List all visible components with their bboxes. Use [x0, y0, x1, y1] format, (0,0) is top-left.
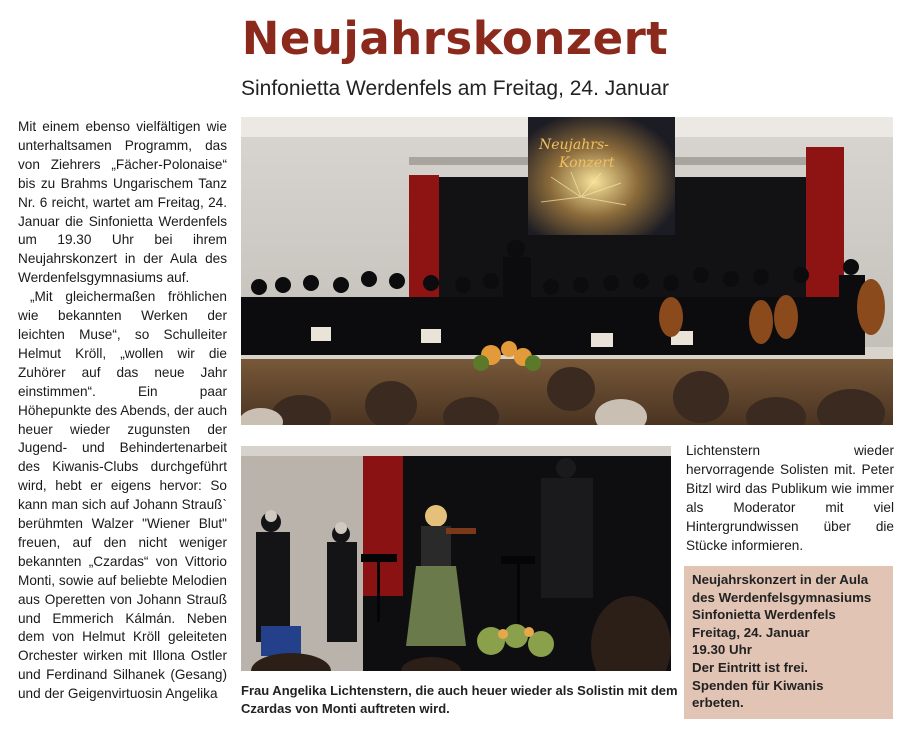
subheadline: Sinfonietta Werdenfels am Freitag, 24. Januar	[240, 77, 669, 100]
banner-line-2: Konzert	[559, 155, 615, 171]
paragraph-1: Mit einem ebenso vielfältigen wie unterhaltsamen Programm, das von Ziehrers „Fächer-Polonaise“ bis zu Brahms Ungarischem Tanz Nr. 6 reicht, wartet am Freitag, 24. Januar die Sinfonietta Werdenfels um 19.30 Uhr bei ihrem Neujahrskonzert in der Aula des Werdenfelsgymnasiums auf.	[18, 119, 227, 286]
event-info-box	[684, 566, 893, 719]
info-line: Freitag, 24. Januar	[692, 624, 810, 640]
info-line: Der Eintritt ist frei.	[692, 659, 808, 675]
photo-caption: Frau Angelika Lichtenstern, die auch heuer wieder als Solistin mit dem Czardas von Monti auftreten wird.	[241, 683, 678, 716]
headline: Neujahrskonzert	[241, 12, 669, 65]
paragraph-2: „Mit gleichermaßen fröhlichen wie bekannten Werken der leichten Muse“, so Schulleiter Helmut Kröll, „wollen wir die Zuhörer auf das neue Jahr einstimmen“. Ein paar Höhepunkte des Abends, der auch heuer wieder zugunsten der Jugend- und Behindertenarbeit des Kiwanis-Clubs durchgeführt wird, hebt er eigens hervor: So kann man sich auf Johann Strauß` berühmten Walzer "Wiener Blut" freuen, auf den nicht weniger bekannten „Czardas“ von Vittorio Monti, sowie auf beliebte Melodien aus Operetten von Johann Strauß und Emmerich Kálmán. Neben dem von Helmut Kröll geleiteten Orchester wirken mit Illona Ostler und Ferdinand Silhanek (Gesang) und der Geigenvirtuosin Angelika	[18, 289, 227, 702]
soloist-photo	[241, 446, 671, 671]
banner-line-1: Neujahrs-	[539, 137, 609, 153]
info-line: Spenden für Kiwanis	[692, 677, 824, 693]
info-line: Sinfonietta Werdenfels	[692, 607, 836, 623]
info-line: erbeten.	[692, 695, 744, 711]
info-line: Neujahrskonzert in der Aula	[692, 572, 869, 587]
info-line: des Werdenfelsgymnasiums	[692, 589, 872, 605]
info-line: 19.30 Uhr	[692, 642, 752, 658]
orchestra-stage-photo	[241, 117, 893, 425]
article-column-left	[18, 118, 227, 704]
paragraph-3: Lichtenstern wieder hervorragende Solisten mit. Peter Bitzl wird das Publikum wie immer als Moderator mit viel Hintergrundwissen über die Stücke informieren.	[686, 443, 894, 553]
article-column-right	[686, 442, 894, 555]
